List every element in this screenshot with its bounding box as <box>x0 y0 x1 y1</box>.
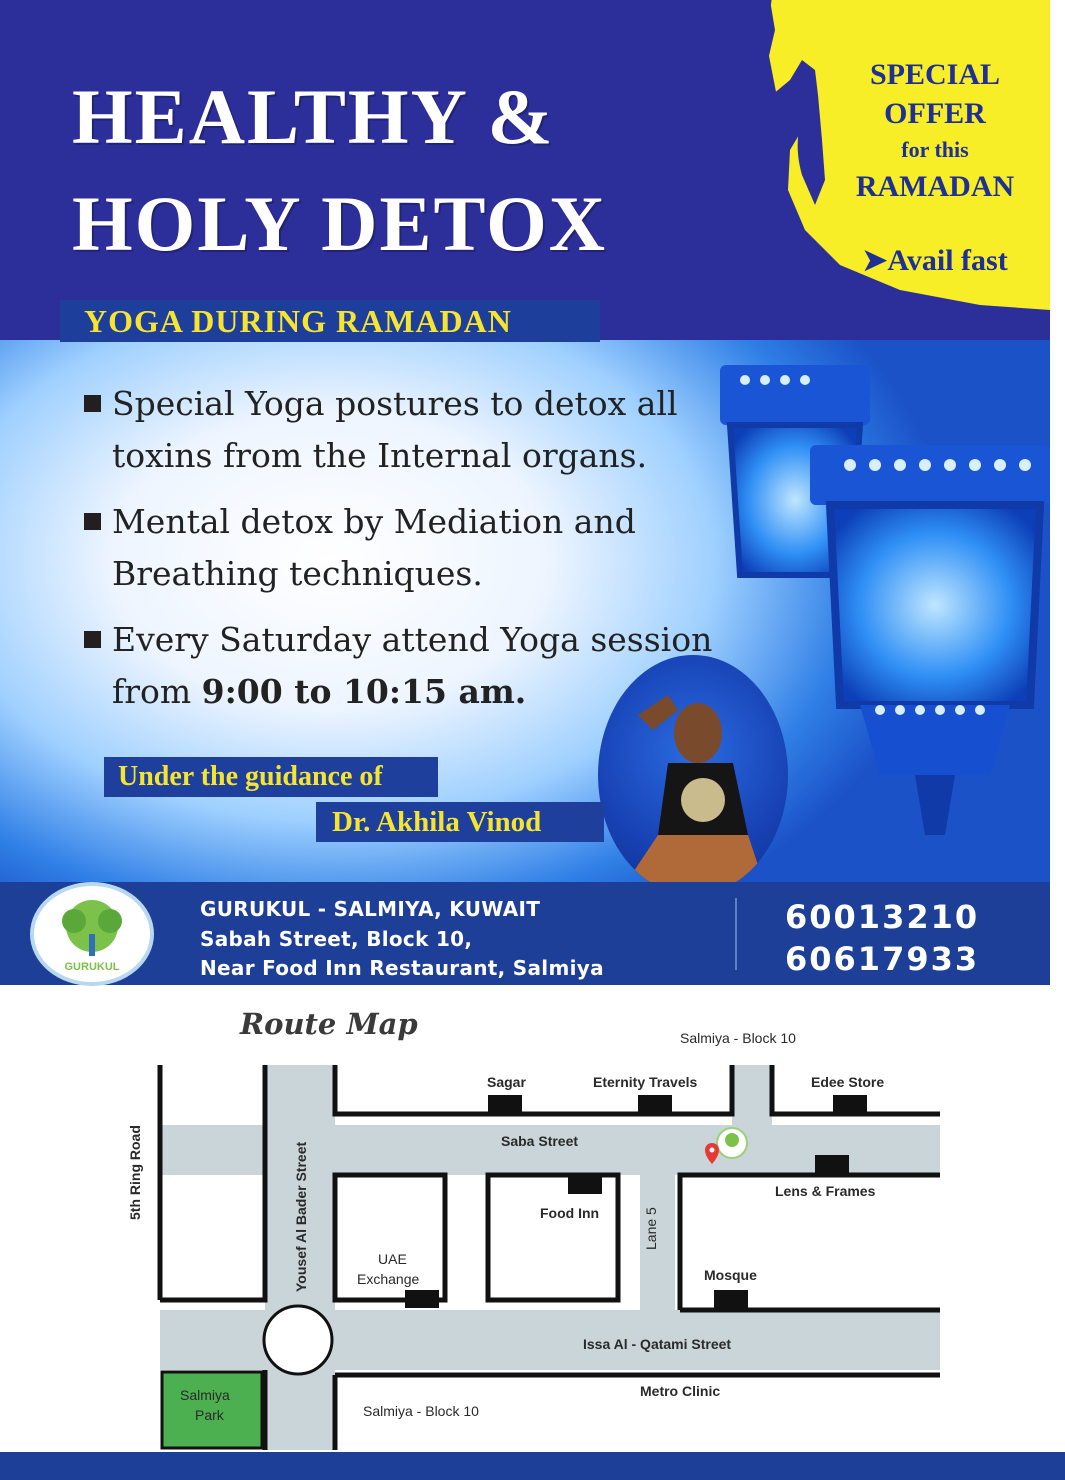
tree-logo-icon <box>34 886 150 982</box>
route-map-title: Route Map <box>240 1007 418 1041</box>
label-uae-line2: Exchange <box>357 1271 420 1287</box>
label-food-inn: Food Inn <box>540 1205 600 1221</box>
address-line-1: GURUKUL - SALMIYA, KUWAIT <box>200 897 541 921</box>
title-line-2: HOLY DETOX <box>72 180 608 267</box>
footer-divider <box>735 898 737 970</box>
guidance-label: Under the guidance of <box>104 757 438 797</box>
logo-text: GURUKUL <box>64 961 120 973</box>
label-uae-line1: UAE <box>378 1251 407 1267</box>
offer-line-4: RAMADAN <box>855 170 1015 203</box>
bullet-text: Special Yoga postures to detox all <box>112 384 678 423</box>
label-block-bottom: Salmiya - Block 10 <box>363 1403 479 1419</box>
roundabout-icon <box>264 1306 332 1374</box>
label-eternity-travels: Eternity Travels <box>593 1074 698 1090</box>
address-line-3: Near Food Inn Restaurant, Salmiya <box>200 956 604 980</box>
route-map <box>60 1000 1005 1450</box>
label-edee-store: Edee Store <box>811 1074 885 1090</box>
label-lane-5: Lane 5 <box>643 1207 659 1250</box>
phone-number-1[interactable]: 60013210 <box>785 898 980 936</box>
bullet-square-icon <box>84 631 101 648</box>
bullet-text: Mental detox by Mediation and <box>112 502 636 541</box>
bullet-item <box>82 378 722 482</box>
bullet-text: Breathing techniques. <box>112 554 483 593</box>
offer-line-2: OFFER <box>884 97 986 130</box>
label-metro-clinic: Metro Clinic <box>640 1383 721 1399</box>
bullet-text: Every Saturday attend Yoga session <box>112 620 713 659</box>
label-mosque: Mosque <box>704 1267 757 1283</box>
offer-line-1: SPECIAL <box>869 58 1001 91</box>
label-park-line1: Salmiya <box>180 1387 230 1403</box>
avail-fast-cta[interactable]: ➤Avail fast <box>862 244 1008 277</box>
session-time: 9:00 to 10:15 am. <box>201 672 527 711</box>
gurukul-logo <box>30 882 154 986</box>
session-from: from <box>112 672 202 711</box>
label-sagar: Sagar <box>487 1074 526 1090</box>
label-issa-street: Issa Al - Qatami Street <box>583 1336 732 1352</box>
phone-number-2[interactable]: 60617933 <box>785 940 980 978</box>
instructor-figure-icon <box>598 655 788 895</box>
bullet-item <box>82 496 722 600</box>
label-5th-ring-road: 5th Ring Road <box>127 1125 143 1220</box>
label-yousef-al-bader: Yousef Al Bader Street <box>293 1141 309 1292</box>
label-block-top: Salmiya - Block 10 <box>680 1030 796 1046</box>
label-park-line2: Park <box>195 1407 224 1423</box>
bottom-band <box>0 1452 1065 1480</box>
instructor-name: Dr. Akhila Vinod <box>316 802 604 842</box>
address-line-2: Sabah Street, Block 10, <box>200 927 473 951</box>
bullet-square-icon <box>84 513 101 530</box>
bullet-square-icon <box>84 395 101 412</box>
instructor-photo <box>598 655 788 895</box>
label-lens-frames: Lens & Frames <box>775 1183 876 1199</box>
bullet-text: toxins from the Internal organs. <box>112 436 648 475</box>
title-line-1: HEALTHY & <box>72 73 555 160</box>
subtitle-banner: YOGA DURING RAMADAN <box>60 300 600 342</box>
offer-line-3: for this <box>901 137 969 162</box>
bullet-list <box>82 378 722 732</box>
label-saba-street: Saba Street <box>501 1133 579 1149</box>
